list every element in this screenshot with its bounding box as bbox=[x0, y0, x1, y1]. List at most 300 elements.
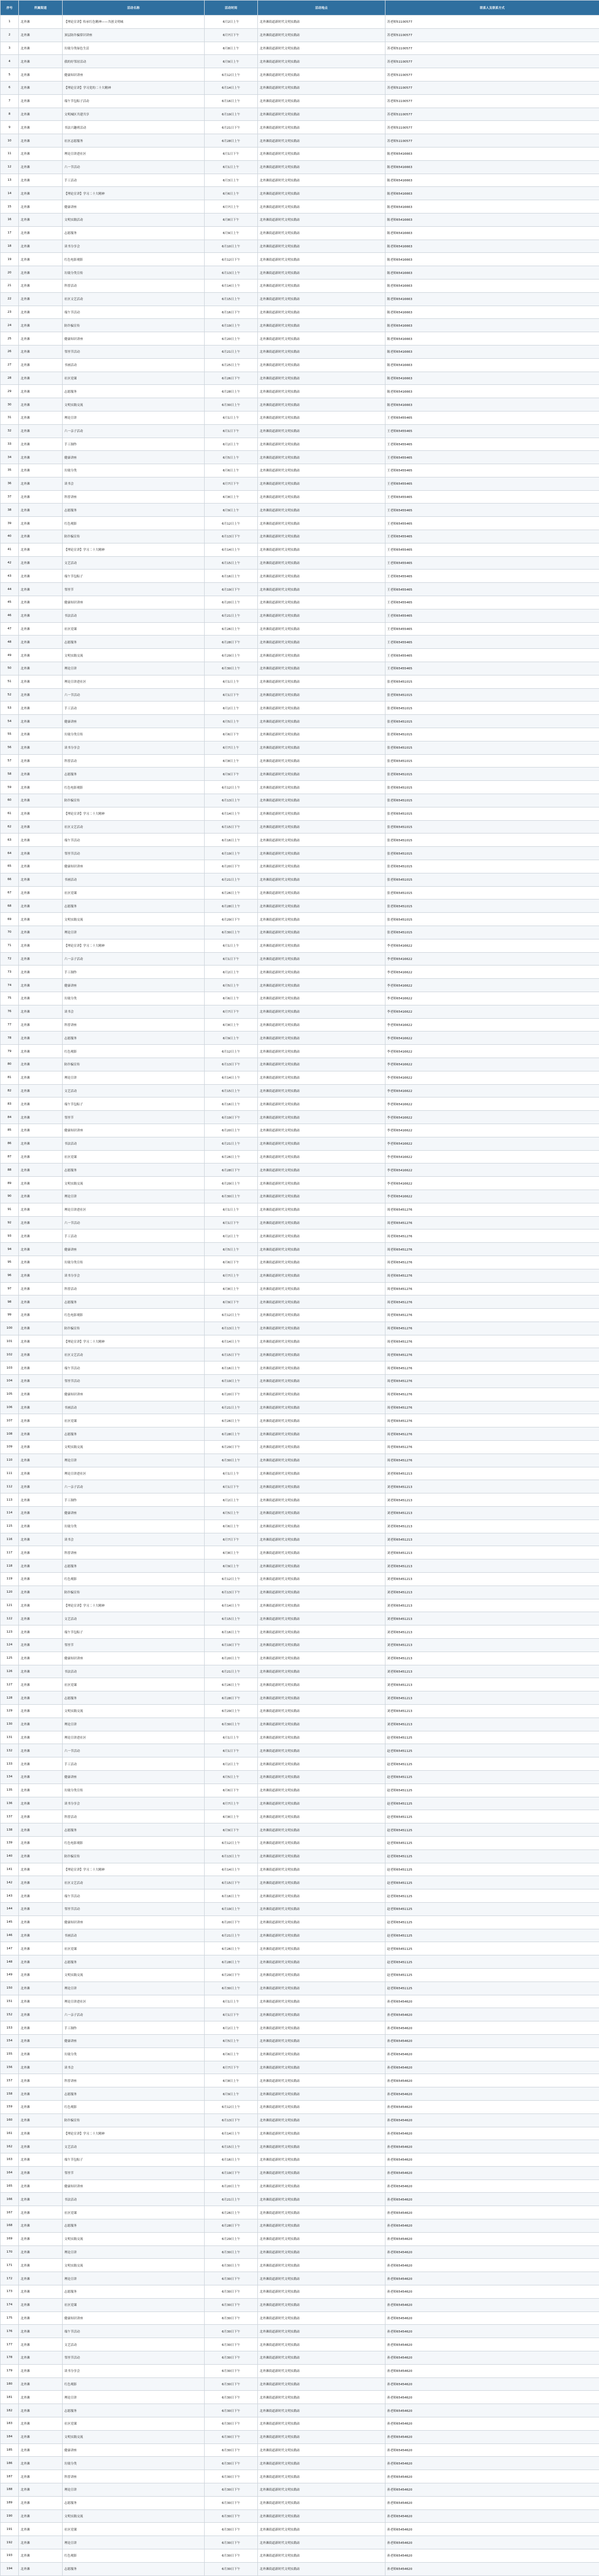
table-row bbox=[1, 306, 599, 319]
cell-activity-location: 北外滩街道新时代文明实践站 bbox=[258, 372, 385, 385]
cell-index: 90 bbox=[1, 1190, 19, 1203]
table-row bbox=[1, 754, 599, 768]
cell-contact: 孙老师65454620 bbox=[385, 2113, 599, 2127]
cell-contact: 孙老师65454620 bbox=[385, 2364, 599, 2377]
table-row bbox=[1, 1032, 599, 1045]
cell-activity-name: 文明实践交流 bbox=[63, 398, 205, 411]
cell-activity-location: 北外滩街道新时代文明实践站 bbox=[258, 1612, 385, 1625]
cell-activity-location: 北外滩街道新时代文明实践站 bbox=[258, 1203, 385, 1216]
cell-activity-time: 6月20日上午 bbox=[205, 1124, 258, 1137]
cell-index: 17 bbox=[1, 226, 19, 240]
cell-contact: 张老师65451015 bbox=[385, 834, 599, 847]
cell-activity-location: 北外滩街道新时代文明实践站 bbox=[258, 1309, 385, 1322]
cell-activity-location: 北外滩街道新时代文明实践站 bbox=[258, 926, 385, 939]
cell-activity-name: 六一节活动 bbox=[63, 688, 205, 702]
cell-contact: 张老师65451015 bbox=[385, 873, 599, 886]
cell-contact: 周老师65451276 bbox=[385, 1282, 599, 1295]
cell-activity-time: 6月5日上午 bbox=[205, 2034, 258, 2047]
cell-street: 北外滩 bbox=[19, 886, 63, 900]
table-row bbox=[1, 2100, 599, 2113]
cell-activity-name: 社区党课 bbox=[63, 1942, 205, 1955]
cell-activity-time: 6月1日下午 bbox=[205, 1216, 258, 1229]
cell-activity-time: 6月6日下午 bbox=[205, 1784, 258, 1797]
table-row bbox=[1, 1981, 599, 1995]
cell-street: 北外滩 bbox=[19, 411, 63, 424]
cell-activity-name: 社区党课 bbox=[63, 622, 205, 636]
cell-index: 179 bbox=[1, 2364, 19, 2377]
cell-index: 22 bbox=[1, 292, 19, 306]
cell-activity-location: 北外滩街道新时代文明实践站 bbox=[258, 2311, 385, 2325]
cell-contact: 刘老师65451213 bbox=[385, 1705, 599, 1718]
cell-street: 北外滩 bbox=[19, 1322, 63, 1335]
cell-activity-name: 垃圾分类宣传 bbox=[63, 728, 205, 741]
cell-street: 北外滩 bbox=[19, 2298, 63, 2311]
cell-street: 北外滩 bbox=[19, 675, 63, 688]
cell-activity-location: 北外滩街道新时代文明实践站 bbox=[258, 530, 385, 543]
cell-activity-time: 6月14日上午 bbox=[205, 1071, 258, 1084]
cell-activity-time: 6月1日上午 bbox=[205, 1731, 258, 1744]
cell-index: 176 bbox=[1, 2325, 19, 2338]
cell-contact: 周老师65451276 bbox=[385, 1243, 599, 1256]
cell-index: 129 bbox=[1, 1705, 19, 1718]
cell-street: 北外滩 bbox=[19, 2470, 63, 2483]
cell-contact: 刘老师65451213 bbox=[385, 1480, 599, 1493]
table-row bbox=[1, 213, 599, 226]
cell-activity-time: 6月19日上午 bbox=[205, 1902, 258, 1916]
cell-contact: 王老师65455465 bbox=[385, 583, 599, 596]
cell-activity-name: 【理论宣讲】学习二十大精神 bbox=[63, 543, 205, 556]
table-row bbox=[1, 1836, 599, 1850]
cell-activity-location: 北外滩街道新时代文明实践站 bbox=[258, 240, 385, 253]
cell-index: 161 bbox=[1, 2127, 19, 2140]
table-row bbox=[1, 279, 599, 292]
cell-street: 北外滩 bbox=[19, 860, 63, 873]
cell-activity-time: 6月7日上午 bbox=[205, 200, 258, 214]
cell-index: 181 bbox=[1, 2391, 19, 2404]
cell-street: 北外滩 bbox=[19, 2008, 63, 2021]
cell-activity-time: 6月15日上午 bbox=[205, 556, 258, 570]
table-row bbox=[1, 1507, 599, 1520]
cell-index: 31 bbox=[1, 411, 19, 424]
table-row bbox=[1, 1652, 599, 1665]
cell-contact: 李老师65416622 bbox=[385, 1111, 599, 1124]
table-row bbox=[1, 385, 599, 398]
cell-activity-name: 理论宣讲进社区 bbox=[63, 1731, 205, 1744]
table-row bbox=[1, 662, 599, 675]
cell-activity-name: 理论宣讲 bbox=[63, 926, 205, 939]
cell-index: 119 bbox=[1, 1573, 19, 1586]
cell-contact: 张老师65451015 bbox=[385, 741, 599, 754]
cell-contact: 张老师65451015 bbox=[385, 781, 599, 794]
cell-street: 北外滩 bbox=[19, 2219, 63, 2233]
table-row bbox=[1, 649, 599, 662]
cell-index: 20 bbox=[1, 266, 19, 280]
cell-activity-time: 6月29日上午 bbox=[205, 2232, 258, 2245]
cell-contact: 周老师65451276 bbox=[385, 1216, 599, 1229]
cell-index: 56 bbox=[1, 741, 19, 754]
cell-contact: 孙老师65454620 bbox=[385, 2298, 599, 2311]
table-row bbox=[1, 2021, 599, 2035]
cell-street: 北外滩 bbox=[19, 1137, 63, 1150]
table-row bbox=[1, 2311, 599, 2325]
cell-contact: 赵老师65451125 bbox=[385, 1916, 599, 1929]
cell-activity-location: 北外滩街道新时代文明实践站 bbox=[258, 1652, 385, 1665]
cell-activity-time: 6月14日上午 bbox=[205, 279, 258, 292]
cell-contact: 刘老师65451213 bbox=[385, 1533, 599, 1546]
cell-street: 北外滩 bbox=[19, 1098, 63, 1111]
cell-activity-time: 6月15日下午 bbox=[205, 820, 258, 834]
table-row bbox=[1, 1586, 599, 1599]
cell-index: 191 bbox=[1, 2523, 19, 2536]
cell-activity-name: 理论宣讲 bbox=[63, 1718, 205, 1731]
cell-index: 6 bbox=[1, 81, 19, 94]
cell-activity-location: 北外滩街道新时代文明实践站 bbox=[258, 1520, 385, 1533]
cell-activity-name: 文明实践活动 bbox=[63, 213, 205, 226]
table-row bbox=[1, 1348, 599, 1361]
table-row bbox=[1, 939, 599, 952]
cell-activity-name: 理论宣讲 bbox=[63, 2391, 205, 2404]
cell-street: 北外滩 bbox=[19, 504, 63, 517]
cell-street: 北外滩 bbox=[19, 2232, 63, 2245]
cell-index: 23 bbox=[1, 306, 19, 319]
cell-street: 北外滩 bbox=[19, 372, 63, 385]
cell-activity-name: 文明实践交流 bbox=[63, 913, 205, 926]
table-row bbox=[1, 2417, 599, 2431]
table-row bbox=[1, 926, 599, 939]
cell-contact: 周老师65451276 bbox=[385, 1322, 599, 1335]
cell-activity-name: 垃圾分类绿色生活 bbox=[63, 42, 205, 55]
cell-activity-name: 文明实践交流 bbox=[63, 2509, 205, 2523]
cell-activity-location: 北外滩街道新时代文明实践站 bbox=[258, 42, 385, 55]
cell-activity-location: 北外滩街道新时代文明实践站 bbox=[258, 1599, 385, 1612]
table-row bbox=[1, 1902, 599, 1916]
cell-activity-name: 六一亲子活动 bbox=[63, 1480, 205, 1493]
cell-activity-name: 红色电影观影 bbox=[63, 781, 205, 794]
cell-index: 118 bbox=[1, 1559, 19, 1573]
cell-street: 北外滩 bbox=[19, 2285, 63, 2299]
cell-index: 19 bbox=[1, 253, 19, 266]
cell-contact: 王老师65455465 bbox=[385, 504, 599, 517]
cell-activity-time: 6月28日下午 bbox=[205, 1163, 258, 1177]
cell-contact: 孙老师65454620 bbox=[385, 2179, 599, 2193]
table-row bbox=[1, 820, 599, 834]
cell-contact: 张老师65451015 bbox=[385, 768, 599, 781]
cell-index: 10 bbox=[1, 134, 19, 148]
cell-index: 177 bbox=[1, 2338, 19, 2351]
cell-activity-time: 6月30日下午 bbox=[205, 2391, 258, 2404]
cell-street: 北外滩 bbox=[19, 1652, 63, 1665]
cell-activity-name: 志愿服务 bbox=[63, 900, 205, 913]
table-row bbox=[1, 1850, 599, 1863]
cell-activity-time: 6月29日上午 bbox=[205, 649, 258, 662]
cell-activity-location: 北外滩街道新时代文明实践站 bbox=[258, 1665, 385, 1678]
cell-activity-time: 6月2日上午 bbox=[205, 1229, 258, 1243]
cell-activity-location: 北外滩街道新时代文明实践站 bbox=[258, 979, 385, 992]
cell-activity-name: 邻里节活动 bbox=[63, 1375, 205, 1388]
cell-street: 北外滩 bbox=[19, 900, 63, 913]
cell-activity-name: 垃圾分类 bbox=[63, 2457, 205, 2470]
cell-activity-time: 6月8日上午 bbox=[205, 1018, 258, 1032]
cell-activity-location: 北外滩街道新时代文明实践站 bbox=[258, 1282, 385, 1295]
cell-activity-name: 邻里节活动 bbox=[63, 2351, 205, 2365]
cell-street: 北外滩 bbox=[19, 2179, 63, 2193]
table-row bbox=[1, 174, 599, 187]
cell-activity-location: 北外滩街道新时代文明实践站 bbox=[258, 900, 385, 913]
cell-activity-location: 北外滩街道新时代文明实践站 bbox=[258, 1322, 385, 1335]
cell-activity-location: 北外滩街道新时代文明实践站 bbox=[258, 596, 385, 609]
cell-street: 北外滩 bbox=[19, 1071, 63, 1084]
cell-street: 北外滩 bbox=[19, 81, 63, 94]
cell-activity-location: 北外滩街道新时代文明实践站 bbox=[258, 1507, 385, 1520]
cell-activity-location: 北外滩街道新时代文明实践站 bbox=[258, 174, 385, 187]
cell-street: 北外滩 bbox=[19, 2074, 63, 2087]
cell-contact: 陈老师65416663 bbox=[385, 398, 599, 411]
cell-street: 北外滩 bbox=[19, 2166, 63, 2179]
cell-contact: 刘老师65451213 bbox=[385, 1612, 599, 1625]
cell-activity-name: 健康知识讲座 bbox=[63, 1388, 205, 1401]
cell-contact: 苏老师51100577 bbox=[385, 28, 599, 42]
cell-activity-time: 6月6日下午 bbox=[205, 728, 258, 741]
cell-activity-name: 书画活动 bbox=[63, 1401, 205, 1414]
cell-index: 15 bbox=[1, 200, 19, 214]
cell-activity-location: 北外滩街道新时代文明实践站 bbox=[258, 1559, 385, 1573]
cell-index: 39 bbox=[1, 517, 19, 530]
cell-activity-name: 垃圾分类 bbox=[63, 992, 205, 1005]
cell-activity-location: 北外滩街道新时代文明实践站 bbox=[258, 2179, 385, 2193]
table-row bbox=[1, 556, 599, 570]
cell-street: 北外滩 bbox=[19, 1836, 63, 1850]
cell-street: 北外滩 bbox=[19, 2562, 63, 2575]
cell-street: 北外滩 bbox=[19, 1335, 63, 1348]
cell-activity-time: 6月28日下午 bbox=[205, 2219, 258, 2233]
cell-contact: 孙老师65454620 bbox=[385, 2351, 599, 2365]
cell-activity-time: 6月12日上午 bbox=[205, 517, 258, 530]
cell-street: 北外滩 bbox=[19, 2496, 63, 2509]
cell-street: 北外滩 bbox=[19, 1731, 63, 1744]
cell-index: 166 bbox=[1, 2193, 19, 2206]
cell-index: 71 bbox=[1, 939, 19, 952]
table-row bbox=[1, 1229, 599, 1243]
cell-activity-time: 6月5日上午 bbox=[205, 1770, 258, 1784]
cell-index: 62 bbox=[1, 820, 19, 834]
cell-activity-name: 手工制作 bbox=[63, 1493, 205, 1507]
cell-contact: 李老师65416622 bbox=[385, 1005, 599, 1018]
cell-activity-location: 北外滩街道新时代文明实践站 bbox=[258, 1955, 385, 1969]
cell-activity-time: 6月7日下午 bbox=[205, 477, 258, 490]
cell-index: 164 bbox=[1, 2166, 19, 2179]
table-row bbox=[1, 372, 599, 385]
cell-activity-time: 6月15日上午 bbox=[205, 1612, 258, 1625]
cell-activity-location: 北外滩街道新时代文明实践站 bbox=[258, 649, 385, 662]
cell-activity-time: 6月1日上午 bbox=[205, 1467, 258, 1480]
cell-activity-time: 6月30日上午 bbox=[205, 2245, 258, 2259]
table-row bbox=[1, 1876, 599, 1889]
cell-contact: 张老师65451015 bbox=[385, 913, 599, 926]
cell-activity-location: 北外滩街道新时代文明实践站 bbox=[258, 1005, 385, 1018]
cell-activity-time: 6月6日上午 bbox=[205, 992, 258, 1005]
cell-activity-location: 北外滩街道新时代文明实践站 bbox=[258, 2140, 385, 2153]
cell-index: 190 bbox=[1, 2509, 19, 2523]
cell-street: 北外滩 bbox=[19, 1625, 63, 1639]
cell-street: 北外滩 bbox=[19, 1705, 63, 1718]
cell-contact: 周老师65451276 bbox=[385, 1335, 599, 1348]
cell-contact: 赵老师65451125 bbox=[385, 1955, 599, 1969]
cell-contact: 张老师65451015 bbox=[385, 688, 599, 702]
cell-index: 16 bbox=[1, 213, 19, 226]
table-row bbox=[1, 1691, 599, 1705]
cell-activity-location: 北外滩街道新时代文明实践站 bbox=[258, 1084, 385, 1098]
cell-contact: 李老师65416622 bbox=[385, 1124, 599, 1137]
cell-activity-time: 6月14日上午 bbox=[205, 1599, 258, 1612]
cell-activity-time: 6月30日上午 bbox=[205, 926, 258, 939]
cell-street: 北外滩 bbox=[19, 1863, 63, 1876]
cell-activity-location: 北外滩街道新时代文明实践站 bbox=[258, 1705, 385, 1718]
cell-activity-location: 北外滩街道新时代文明实践站 bbox=[258, 1388, 385, 1401]
table-row bbox=[1, 2443, 599, 2457]
cell-activity-time: 6月30日下午 bbox=[205, 2470, 258, 2483]
cell-contact: 陈老师65416663 bbox=[385, 187, 599, 200]
cell-activity-location: 北外滩街道新时代文明实践站 bbox=[258, 1177, 385, 1190]
cell-activity-time: 6月12日上午 bbox=[205, 1573, 258, 1586]
cell-activity-time: 6月30日下午 bbox=[205, 2483, 258, 2497]
cell-activity-time: 6月30日上午 bbox=[205, 1981, 258, 1995]
table-row bbox=[1, 1005, 599, 1018]
table-row bbox=[1, 464, 599, 477]
cell-contact: 周老师65451276 bbox=[385, 1256, 599, 1269]
cell-contact: 苏老师51100577 bbox=[385, 68, 599, 82]
cell-street: 北外滩 bbox=[19, 688, 63, 702]
cell-activity-time: 6月14日上午 bbox=[205, 543, 258, 556]
cell-street: 北外滩 bbox=[19, 2509, 63, 2523]
cell-street: 北外滩 bbox=[19, 807, 63, 820]
cell-activity-location: 北外滩街道新时代文明实践站 bbox=[258, 2483, 385, 2497]
cell-street: 北外滩 bbox=[19, 939, 63, 952]
cell-activity-location: 北外滩街道新时代文明实践站 bbox=[258, 992, 385, 1005]
cell-street: 北外滩 bbox=[19, 2536, 63, 2549]
cell-street: 北外滩 bbox=[19, 1810, 63, 1823]
cell-index: 84 bbox=[1, 1111, 19, 1124]
cell-index: 148 bbox=[1, 1955, 19, 1969]
cell-activity-name: 垃圾分类宣传 bbox=[63, 1784, 205, 1797]
cell-index: 26 bbox=[1, 345, 19, 358]
cell-activity-name: 端午节包粽子活动 bbox=[63, 94, 205, 108]
cell-street: 北外滩 bbox=[19, 1916, 63, 1929]
cell-activity-name: 垃圾分类宣传 bbox=[63, 1256, 205, 1269]
table-row bbox=[1, 2074, 599, 2087]
cell-street: 北外滩 bbox=[19, 609, 63, 622]
cell-activity-name: 健康讲座 bbox=[63, 1243, 205, 1256]
cell-activity-location: 北外滩街道新时代文明实践站 bbox=[258, 820, 385, 834]
cell-street: 北外滩 bbox=[19, 2325, 63, 2338]
cell-activity-name: 科普活动 bbox=[63, 1282, 205, 1295]
cell-activity-location: 北外滩街道新时代文明实践站 bbox=[258, 1335, 385, 1348]
cell-activity-name: 志愿服务 bbox=[63, 1427, 205, 1441]
table-row bbox=[1, 2034, 599, 2047]
cell-index: 125 bbox=[1, 1652, 19, 1665]
cell-street: 北外滩 bbox=[19, 1177, 63, 1190]
cell-activity-name: 健康知识讲座 bbox=[63, 2179, 205, 2193]
cell-index: 85 bbox=[1, 1124, 19, 1137]
cell-activity-name: 端午节活动 bbox=[63, 1361, 205, 1375]
cell-contact: 陈老师65416663 bbox=[385, 279, 599, 292]
cell-activity-time: 6月6日下午 bbox=[205, 1256, 258, 1269]
cell-activity-location: 北外滩街道新时代文明实践站 bbox=[258, 1850, 385, 1863]
cell-contact: 王老师65455465 bbox=[385, 438, 599, 451]
cell-index: 144 bbox=[1, 1902, 19, 1916]
cell-activity-location: 北外滩街道新时代文明实践站 bbox=[258, 187, 385, 200]
cell-index: 175 bbox=[1, 2311, 19, 2325]
cell-activity-time: 6月1日上午 bbox=[205, 1995, 258, 2008]
cell-contact: 孙老师65454620 bbox=[385, 2206, 599, 2219]
cell-activity-name: 理论宣讲 bbox=[63, 1071, 205, 1084]
cell-activity-time: 6月30日下午 bbox=[205, 2325, 258, 2338]
table-row bbox=[1, 794, 599, 807]
cell-activity-name: 社区文艺活动 bbox=[63, 1876, 205, 1889]
cell-index: 83 bbox=[1, 1098, 19, 1111]
cell-contact: 张老师65451015 bbox=[385, 807, 599, 820]
cell-contact: 陈老师65416663 bbox=[385, 213, 599, 226]
cell-activity-name: 读书分享会 bbox=[63, 741, 205, 754]
table-row bbox=[1, 2166, 599, 2179]
cell-contact: 苏老师51100577 bbox=[385, 42, 599, 55]
cell-activity-location: 北外滩街道新时代文明实践站 bbox=[258, 2496, 385, 2509]
cell-activity-location: 北外滩街道新时代文明实践站 bbox=[258, 1784, 385, 1797]
cell-activity-location: 北外滩街道新时代文明实践站 bbox=[258, 1718, 385, 1731]
cell-activity-name: 垃圾分类 bbox=[63, 2047, 205, 2061]
cell-index: 174 bbox=[1, 2298, 19, 2311]
table-row bbox=[1, 1533, 599, 1546]
cell-activity-location: 北外滩街道新时代文明实践站 bbox=[258, 253, 385, 266]
table-row bbox=[1, 2562, 599, 2575]
table-row bbox=[1, 1705, 599, 1718]
cell-activity-name: 手工制作 bbox=[63, 438, 205, 451]
cell-contact: 张老师65451015 bbox=[385, 886, 599, 900]
cell-activity-name: 六一节活动 bbox=[63, 160, 205, 174]
table-row bbox=[1, 438, 599, 451]
table-row bbox=[1, 1612, 599, 1625]
cell-activity-name: 红色电影观影 bbox=[63, 1309, 205, 1322]
cell-activity-name: 社区党课 bbox=[63, 2298, 205, 2311]
cell-activity-location: 北外滩街道新时代文明实践站 bbox=[258, 741, 385, 754]
cell-activity-time: 6月30日下午 bbox=[205, 2496, 258, 2509]
cell-contact: 王老师65455465 bbox=[385, 609, 599, 622]
cell-activity-name: 书画活动 bbox=[63, 358, 205, 372]
cell-activity-name: 邻里节 bbox=[63, 2166, 205, 2179]
cell-street: 北外滩 bbox=[19, 1124, 63, 1137]
cell-activity-time: 6月14日上午 bbox=[205, 2127, 258, 2140]
cell-activity-name: 文艺活动 bbox=[63, 556, 205, 570]
cell-activity-name: 健康讲座 bbox=[63, 979, 205, 992]
cell-index: 75 bbox=[1, 992, 19, 1005]
cell-activity-time: 6月19日上午 bbox=[205, 108, 258, 121]
cell-contact: 刘老师65451213 bbox=[385, 1625, 599, 1639]
cell-index: 99 bbox=[1, 1309, 19, 1322]
cell-activity-name: 社区党课 bbox=[63, 2523, 205, 2536]
cell-street: 北外滩 bbox=[19, 1784, 63, 1797]
cell-activity-name: 防诈骗宣传 bbox=[63, 319, 205, 332]
cell-activity-location: 北外滩街道新时代文明实践站 bbox=[258, 451, 385, 464]
cell-activity-time: 6月5日上午 bbox=[205, 715, 258, 728]
cell-contact: 周老师65451276 bbox=[385, 1203, 599, 1216]
cell-street: 北外滩 bbox=[19, 1744, 63, 1757]
cell-activity-name: 端午节包粽子 bbox=[63, 2153, 205, 2167]
cell-activity-name: 社区文艺活动 bbox=[63, 1348, 205, 1361]
cell-activity-location: 北外滩街道新时代文明实践站 bbox=[258, 2100, 385, 2113]
cell-index: 89 bbox=[1, 1177, 19, 1190]
cell-street: 北外滩 bbox=[19, 253, 63, 266]
cell-contact: 孙老师65454620 bbox=[385, 2034, 599, 2047]
cell-activity-location: 北外滩街道新时代文明实践站 bbox=[258, 715, 385, 728]
